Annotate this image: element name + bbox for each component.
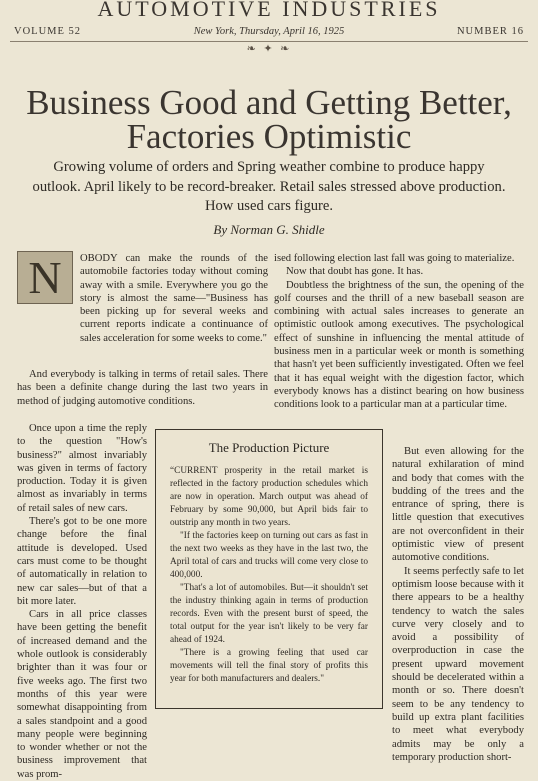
headline-line-2: Factories Optimistic bbox=[126, 117, 412, 156]
headline-line-1: Business Good and Getting Better, bbox=[26, 83, 512, 122]
col2-paragraph-2: Now that doubt has gone. It has. bbox=[286, 266, 424, 278]
col1-paragraph-2: And everybody is talking in terms of retail sales. There has been a definite change during the last two years in method of judging automotive conditions. bbox=[17, 369, 268, 407]
col2-paragraph-5: It seems perfectly safe to let optimism loose because with it there appears to be a healthy tendency to watch the sales curve very closely and to avoid a possibility of overproduction in case the present upward movement should be decelerated within a month or so. There doesn't seem to be any tendency to build up extra plant facilities to meet what everybody admits may be only a temporary production short- bbox=[392, 565, 524, 763]
byline: By Norman G. Shidle bbox=[213, 222, 325, 237]
article-headline bbox=[10, 83, 528, 156]
box-title: The Production Picture bbox=[208, 440, 330, 455]
col1-paragraph-4: There's got to be one more change before the final attitude is developed. Used cars must come to be thought of automatically in relation to new car sales—but of that a bit more later. bbox=[17, 516, 147, 607]
box-paragraph-1: “CURRENT prosperity in the retail market is reflected in the factory production schedules which are now in operation. March output was ahead of February by some 90,000, but April bids fair to outstrip any month in two years. bbox=[170, 466, 368, 528]
number-label: NUMBER 16 bbox=[456, 26, 524, 37]
col1-paragraph-5: Cars in all price classes have been getting the benefit of increased demand and the whole outlook is considerably brighter than it was four or five weeks ago. The first two months of this year were somewhat disappointing from a sales standpoint and a good many people were beginning to wonder whether or not the business improvement that was prom- bbox=[17, 609, 147, 780]
col2-narrow bbox=[392, 445, 524, 764]
box-paragraph-2: "If the factories keep on turning out cars as fast in the next two weeks as they have in the last two, the April total of cars and trucks will come very close to 400,000. bbox=[170, 531, 368, 580]
col1-narrow bbox=[17, 422, 147, 781]
col1-upper bbox=[17, 368, 268, 408]
col1-lead: OBODY can make the rounds of the automobile factories today without coming away with a smile. Everywhere you go the story is almost the same—"Business has been picking up for several weeks and current reports indicate a continuance of sales acceleration for some weeks to come." bbox=[80, 253, 268, 344]
col2-paragraph-3: Doubtless the brightness of the sun, the opening of the golf courses and the thrill of a new baseball season are combining with actual sales increases to generate an optimistic outlook among executives. The psychological effect of sunshine in influencing the mental attitude of business men in a particular week or month is something that hasn't yet been sufficiently investigated. Often we feel that it has equal weight with the digestion factor, which everybody knows has a distinct bearing on how business conditions look to a particular man at a particular time. bbox=[274, 279, 524, 411]
col2-paragraph-1: ised following election last fall was going to materialize. bbox=[274, 253, 515, 264]
dateline: New York, Thursday, April 16, 1925 bbox=[193, 26, 345, 37]
article-deck: Growing volume of orders and Spring weather combine to produce happy outlook. April likely to be record-breaker. Retail sales stressed above production. How used cars figure. bbox=[32, 159, 506, 214]
volume-label: VOLUME 52 bbox=[14, 26, 82, 37]
masthead-ornament-icon: ❧ ✦ ❧ bbox=[246, 42, 292, 55]
col2-paragraph-4: But even allowing for the natural exhilaration of mind and body that comes with the budding of the trees and the entrance of spring, there is little question that executives are not overconfident in their optimistic view of present automotive conditions. bbox=[392, 446, 524, 564]
col1-paragraph-3: Once upon a time the reply to the question "How's business?" almost invariably was given in terms of factory production. Today it is given almost as invariably in terms of retail sales of new cars. bbox=[17, 423, 147, 514]
box-body bbox=[170, 465, 368, 686]
col1-lead-top bbox=[80, 252, 268, 345]
col2-upper bbox=[274, 252, 524, 412]
masthead-title: AUTOMOTIVE INDUSTRIES bbox=[97, 0, 441, 18]
issue-line bbox=[14, 26, 524, 40]
box-paragraph-4: "There is a growing feeling that used car movements will tell the final story of profits this year for both manufacturers and dealers." bbox=[170, 648, 368, 684]
production-picture-box bbox=[155, 429, 383, 709]
dropcap: N bbox=[17, 251, 73, 304]
box-paragraph-3: "That's a lot of automobiles. But—it shouldn't set the industry thinking again in terms of production records. Even with the present burst of speed, the total output for the year isn't likely to be very far ahead of 1924. bbox=[170, 583, 368, 645]
